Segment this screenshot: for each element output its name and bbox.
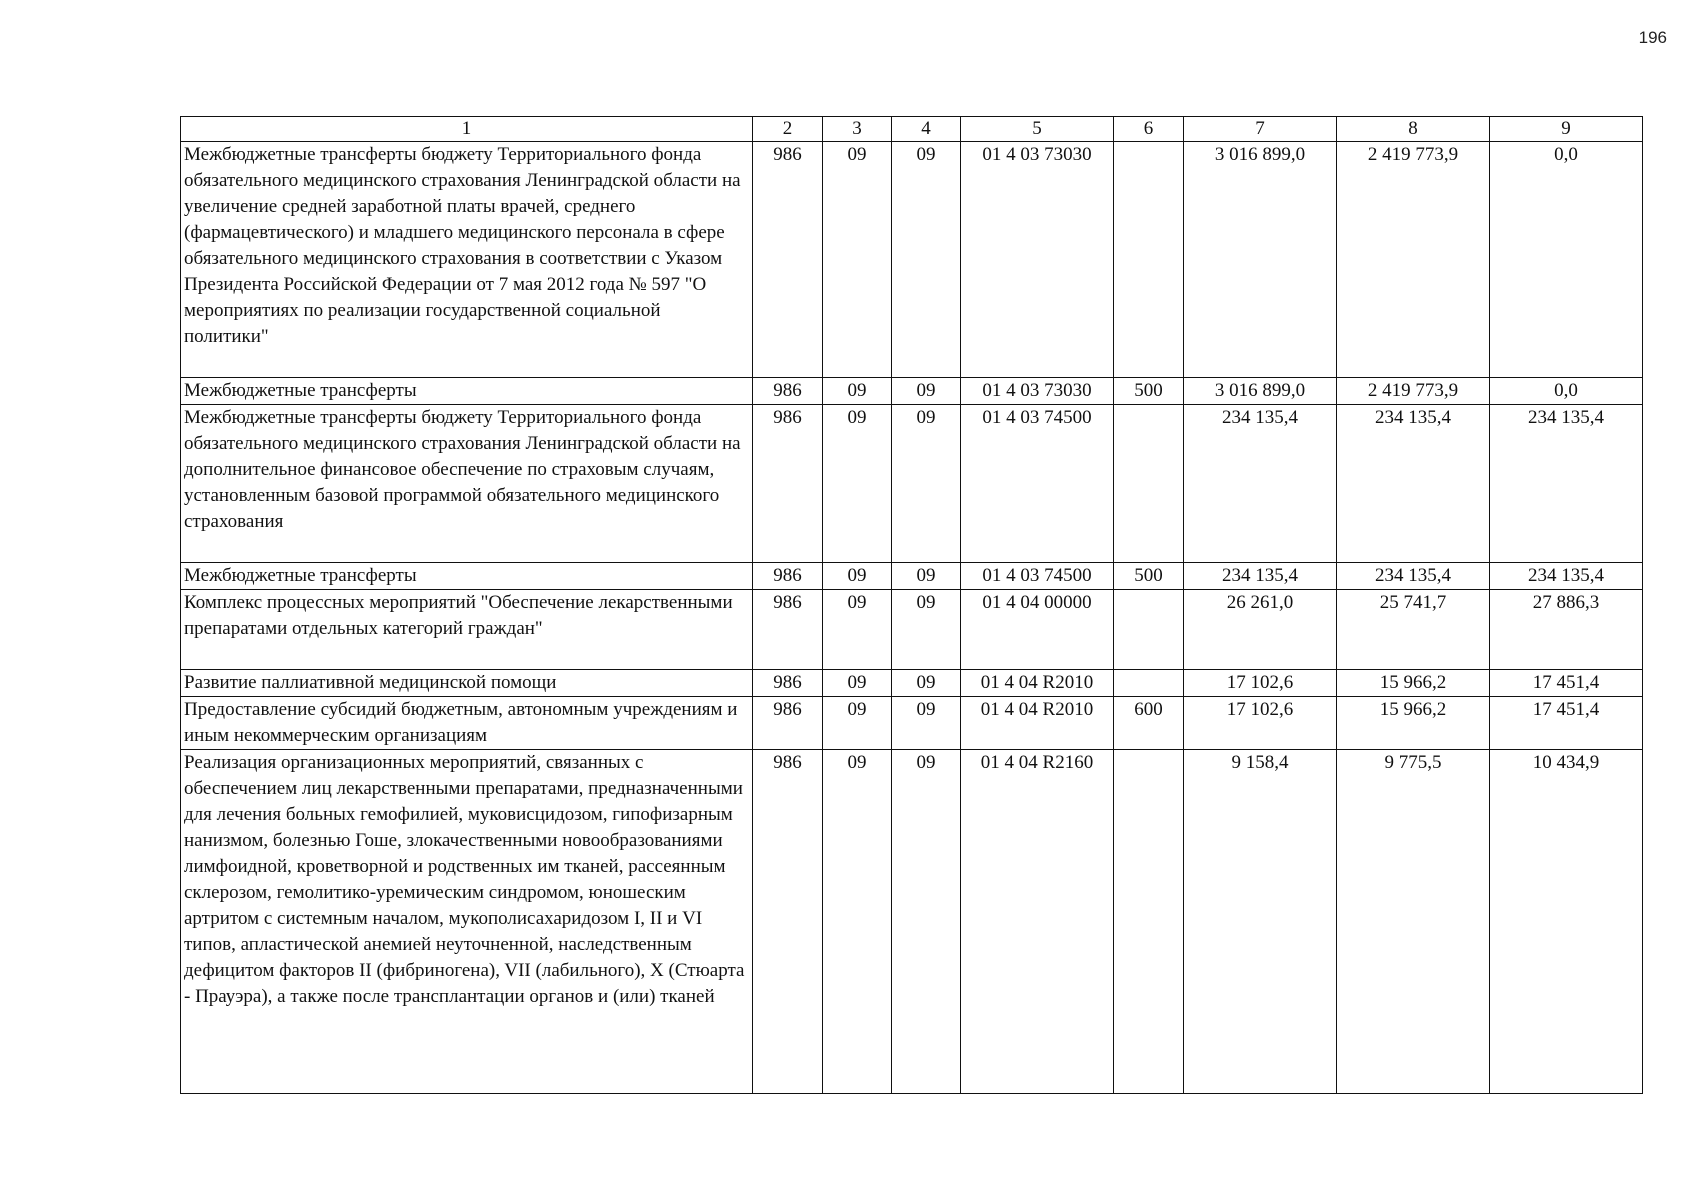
column-header: 9 xyxy=(1490,117,1643,142)
cell-subsection: 09 xyxy=(892,405,961,563)
cell-section: 09 xyxy=(823,405,892,563)
cell-amount-year3: 17 451,4 xyxy=(1490,670,1643,697)
cell-amount-year1: 26 261,0 xyxy=(1184,590,1337,670)
cell-amount-year3: 234 135,4 xyxy=(1490,405,1643,563)
page-number: 196 xyxy=(1638,28,1667,47)
cell-expense-type xyxy=(1114,750,1184,1094)
cell-amount-year1: 234 135,4 xyxy=(1184,563,1337,590)
cell-expense-type: 600 xyxy=(1114,697,1184,750)
cell-expense-type xyxy=(1114,405,1184,563)
cell-amount-year2: 15 966,2 xyxy=(1337,697,1490,750)
table-row xyxy=(181,750,1643,1094)
column-header: 5 xyxy=(961,117,1114,142)
cell-amount-year3: 27 886,3 xyxy=(1490,590,1643,670)
column-header: 6 xyxy=(1114,117,1184,142)
cell-section: 09 xyxy=(823,750,892,1094)
cell-amount-year3: 0,0 xyxy=(1490,378,1643,405)
cell-amount-year3: 0,0 xyxy=(1490,142,1643,378)
cell-subsection: 09 xyxy=(892,378,961,405)
cell-section: 09 xyxy=(823,378,892,405)
column-header: 8 xyxy=(1337,117,1490,142)
table-row xyxy=(181,142,1643,378)
cell-amount-year1: 3 016 899,0 xyxy=(1184,142,1337,378)
cell-subsection: 09 xyxy=(892,563,961,590)
cell-target-article: 01 4 03 74500 xyxy=(961,563,1114,590)
cell-admin-code: 986 xyxy=(753,563,823,590)
row-description: Предоставление субсидий бюджетным, автономным учреждениям и иным некоммерческим организациям xyxy=(181,697,753,750)
cell-target-article: 01 4 04 R2010 xyxy=(961,697,1114,750)
column-header: 2 xyxy=(753,117,823,142)
cell-section: 09 xyxy=(823,590,892,670)
cell-amount-year3: 17 451,4 xyxy=(1490,697,1643,750)
column-header: 3 xyxy=(823,117,892,142)
cell-amount-year2: 2 419 773,9 xyxy=(1337,378,1490,405)
row-description: Межбюджетные трансферты xyxy=(181,563,753,590)
column-header: 4 xyxy=(892,117,961,142)
cell-subsection: 09 xyxy=(892,697,961,750)
cell-subsection: 09 xyxy=(892,750,961,1094)
cell-target-article: 01 4 04 R2010 xyxy=(961,670,1114,697)
budget-table xyxy=(180,116,1643,1094)
cell-target-article: 01 4 04 00000 xyxy=(961,590,1114,670)
cell-target-article: 01 4 03 73030 xyxy=(961,142,1114,378)
cell-amount-year1: 17 102,6 xyxy=(1184,670,1337,697)
cell-section: 09 xyxy=(823,670,892,697)
cell-expense-type xyxy=(1114,142,1184,378)
cell-amount-year1: 17 102,6 xyxy=(1184,697,1337,750)
cell-section: 09 xyxy=(823,697,892,750)
cell-amount-year2: 25 741,7 xyxy=(1337,590,1490,670)
cell-amount-year1: 3 016 899,0 xyxy=(1184,378,1337,405)
cell-amount-year1: 9 158,4 xyxy=(1184,750,1337,1094)
cell-admin-code: 986 xyxy=(753,142,823,378)
cell-admin-code: 986 xyxy=(753,590,823,670)
cell-amount-year2: 234 135,4 xyxy=(1337,563,1490,590)
cell-subsection: 09 xyxy=(892,670,961,697)
row-description: Комплекс процессных мероприятий "Обеспечение лекарственными препаратами отдельных категорий граждан" xyxy=(181,590,753,670)
table-row xyxy=(181,590,1643,670)
cell-amount-year2: 2 419 773,9 xyxy=(1337,142,1490,378)
table-row xyxy=(181,670,1643,697)
cell-expense-type: 500 xyxy=(1114,563,1184,590)
column-header: 1 xyxy=(181,117,753,142)
row-description: Развитие паллиативной медицинской помощи xyxy=(181,670,753,697)
cell-admin-code: 986 xyxy=(753,697,823,750)
cell-section: 09 xyxy=(823,142,892,378)
row-description: Реализация организационных мероприятий, связанных с обеспечением лиц лекарственными препаратами, предназначенными для лечения больных гемофилией, муковисцидозом, гипофизарным нанизмом, болезнью Гоше, злокачественными новообразованиями лимфоидной, кроветворной и родственных им тканей, рассеянным склерозом, гемолитико-уремическим синдромом, юношеским артритом с системным началом, мукополисахаридозом I, II и VI типов, апластической анемией неуточненной, наследственным дефицитом факторов II (фибриногена), VII (лабильного), X (Стюарта - Прауэра), а также после трансплантации органов и (или) тканей xyxy=(181,750,753,1094)
cell-amount-year2: 15 966,2 xyxy=(1337,670,1490,697)
cell-amount-year2: 9 775,5 xyxy=(1337,750,1490,1094)
cell-expense-type xyxy=(1114,670,1184,697)
cell-expense-type xyxy=(1114,590,1184,670)
table-header-row xyxy=(181,117,1643,142)
row-description: Межбюджетные трансферты бюджету Территориального фонда обязательного медицинского страхования Ленинградской области на увеличение средней заработной платы врачей, среднего (фармацевтического) и младшего медицинского персонала в сфере обязательного медицинского страхования в соответствии с Указом Президента Российской Федерации от 7 мая 2012 года № 597 "О мероприятиях по реализации государственной социальной политики" xyxy=(181,142,753,378)
cell-section: 09 xyxy=(823,563,892,590)
cell-admin-code: 986 xyxy=(753,670,823,697)
table-row xyxy=(181,405,1643,563)
cell-amount-year3: 10 434,9 xyxy=(1490,750,1643,1094)
cell-expense-type: 500 xyxy=(1114,378,1184,405)
cell-admin-code: 986 xyxy=(753,405,823,563)
table-row xyxy=(181,697,1643,750)
cell-admin-code: 986 xyxy=(753,750,823,1094)
cell-target-article: 01 4 04 R2160 xyxy=(961,750,1114,1094)
cell-target-article: 01 4 03 73030 xyxy=(961,378,1114,405)
cell-amount-year2: 234 135,4 xyxy=(1337,405,1490,563)
cell-subsection: 09 xyxy=(892,590,961,670)
cell-target-article: 01 4 03 74500 xyxy=(961,405,1114,563)
cell-amount-year1: 234 135,4 xyxy=(1184,405,1337,563)
row-description: Межбюджетные трансферты xyxy=(181,378,753,405)
table-row xyxy=(181,378,1643,405)
cell-amount-year3: 234 135,4 xyxy=(1490,563,1643,590)
cell-admin-code: 986 xyxy=(753,378,823,405)
column-header: 7 xyxy=(1184,117,1337,142)
cell-subsection: 09 xyxy=(892,142,961,378)
row-description: Межбюджетные трансферты бюджету Территориального фонда обязательного медицинского страхования Ленинградской области на дополнительное финансовое обеспечение по страховым случаям, установленным базовой программой обязательного медицинского страхования xyxy=(181,405,753,563)
table-row xyxy=(181,563,1643,590)
